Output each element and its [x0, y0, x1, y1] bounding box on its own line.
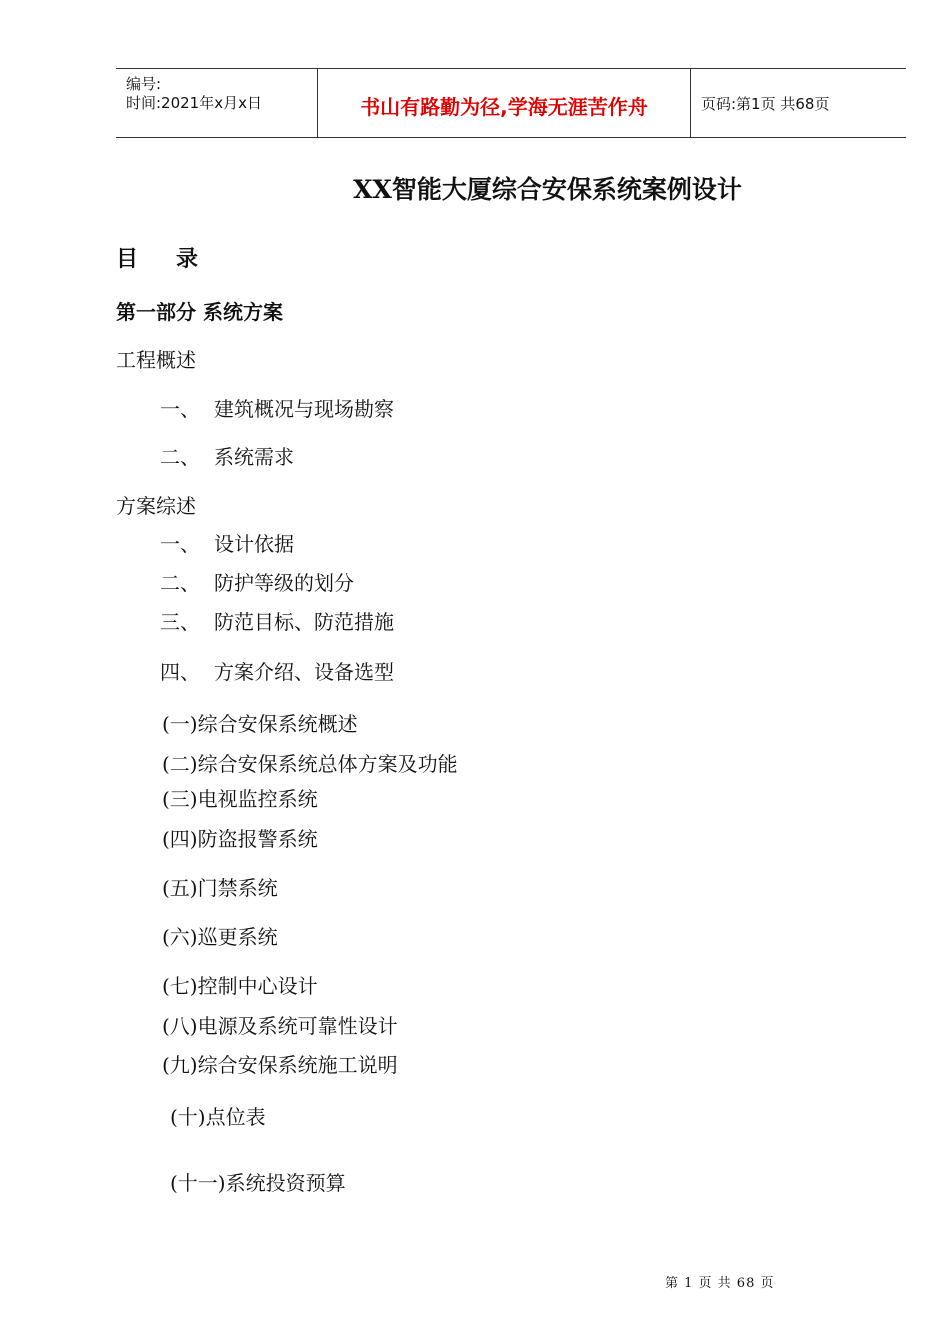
toc-subentry: (三)电视监控系统: [162, 787, 318, 811]
section-heading-overview: 工程概述: [116, 348, 196, 372]
time-label: 时间:2021年x月x日: [126, 94, 262, 112]
entry-text: 防护等级的划分: [214, 571, 354, 595]
page-label: 页码:第1页 共68页: [701, 95, 830, 113]
toc-subentry: (十)点位表: [170, 1105, 266, 1129]
toc-entry: [160, 606, 394, 635]
toc-entry: [160, 393, 394, 422]
page-footer: 第 1 页 共 68 页: [665, 1276, 775, 1291]
toc-subentry: (一)综合安保系统概述: [162, 712, 358, 736]
page-header: [116, 68, 906, 138]
toc-subentry: (八)电源及系统可靠性设计: [162, 1014, 398, 1038]
entry-number: 三、: [160, 610, 200, 634]
entry-text: 建筑概况与现场勘察: [214, 397, 394, 421]
header-page-cell: [691, 69, 906, 137]
toc-subentry: (九)综合安保系统施工说明: [162, 1053, 398, 1077]
toc-subentry: (六)巡更系统: [162, 925, 278, 949]
section-heading-scheme: 方案综述: [116, 494, 196, 518]
entry-text: 方案介绍、设备选型: [214, 660, 394, 684]
entry-number: 一、: [160, 397, 200, 421]
toc-entry: [160, 567, 354, 596]
part-heading: 第一部分 系统方案: [116, 300, 283, 324]
entry-text: 防范目标、防范措施: [214, 610, 394, 634]
toc-entry: [160, 528, 294, 557]
toc-entry: [160, 441, 294, 470]
serial-label: 编号:: [126, 75, 162, 93]
entry-number: 一、: [160, 532, 200, 556]
toc-heading: 目录: [116, 246, 237, 272]
document-title: XX智能大厦综合安保系统案例设计: [353, 175, 742, 204]
entry-number: 四、: [160, 660, 200, 684]
toc-subentry: (十一)系统投资预算: [170, 1171, 346, 1195]
header-info-cell: [116, 69, 318, 137]
toc-subentry: (七)控制中心设计: [162, 974, 318, 998]
entry-number: 二、: [160, 445, 200, 469]
toc-subentry: (二)综合安保系统总体方案及功能: [162, 752, 458, 776]
toc-entry: [160, 656, 394, 685]
header-motto-cell: [318, 69, 691, 137]
entry-number: 二、: [160, 571, 200, 595]
entry-text: 系统需求: [214, 445, 294, 469]
toc-subentry: (四)防盗报警系统: [162, 827, 318, 851]
entry-text: 设计依据: [214, 532, 294, 556]
toc-subentry: (五)门禁系统: [162, 876, 278, 900]
motto: 书山有路勤为径,学海无涯苦作舟: [360, 95, 648, 119]
